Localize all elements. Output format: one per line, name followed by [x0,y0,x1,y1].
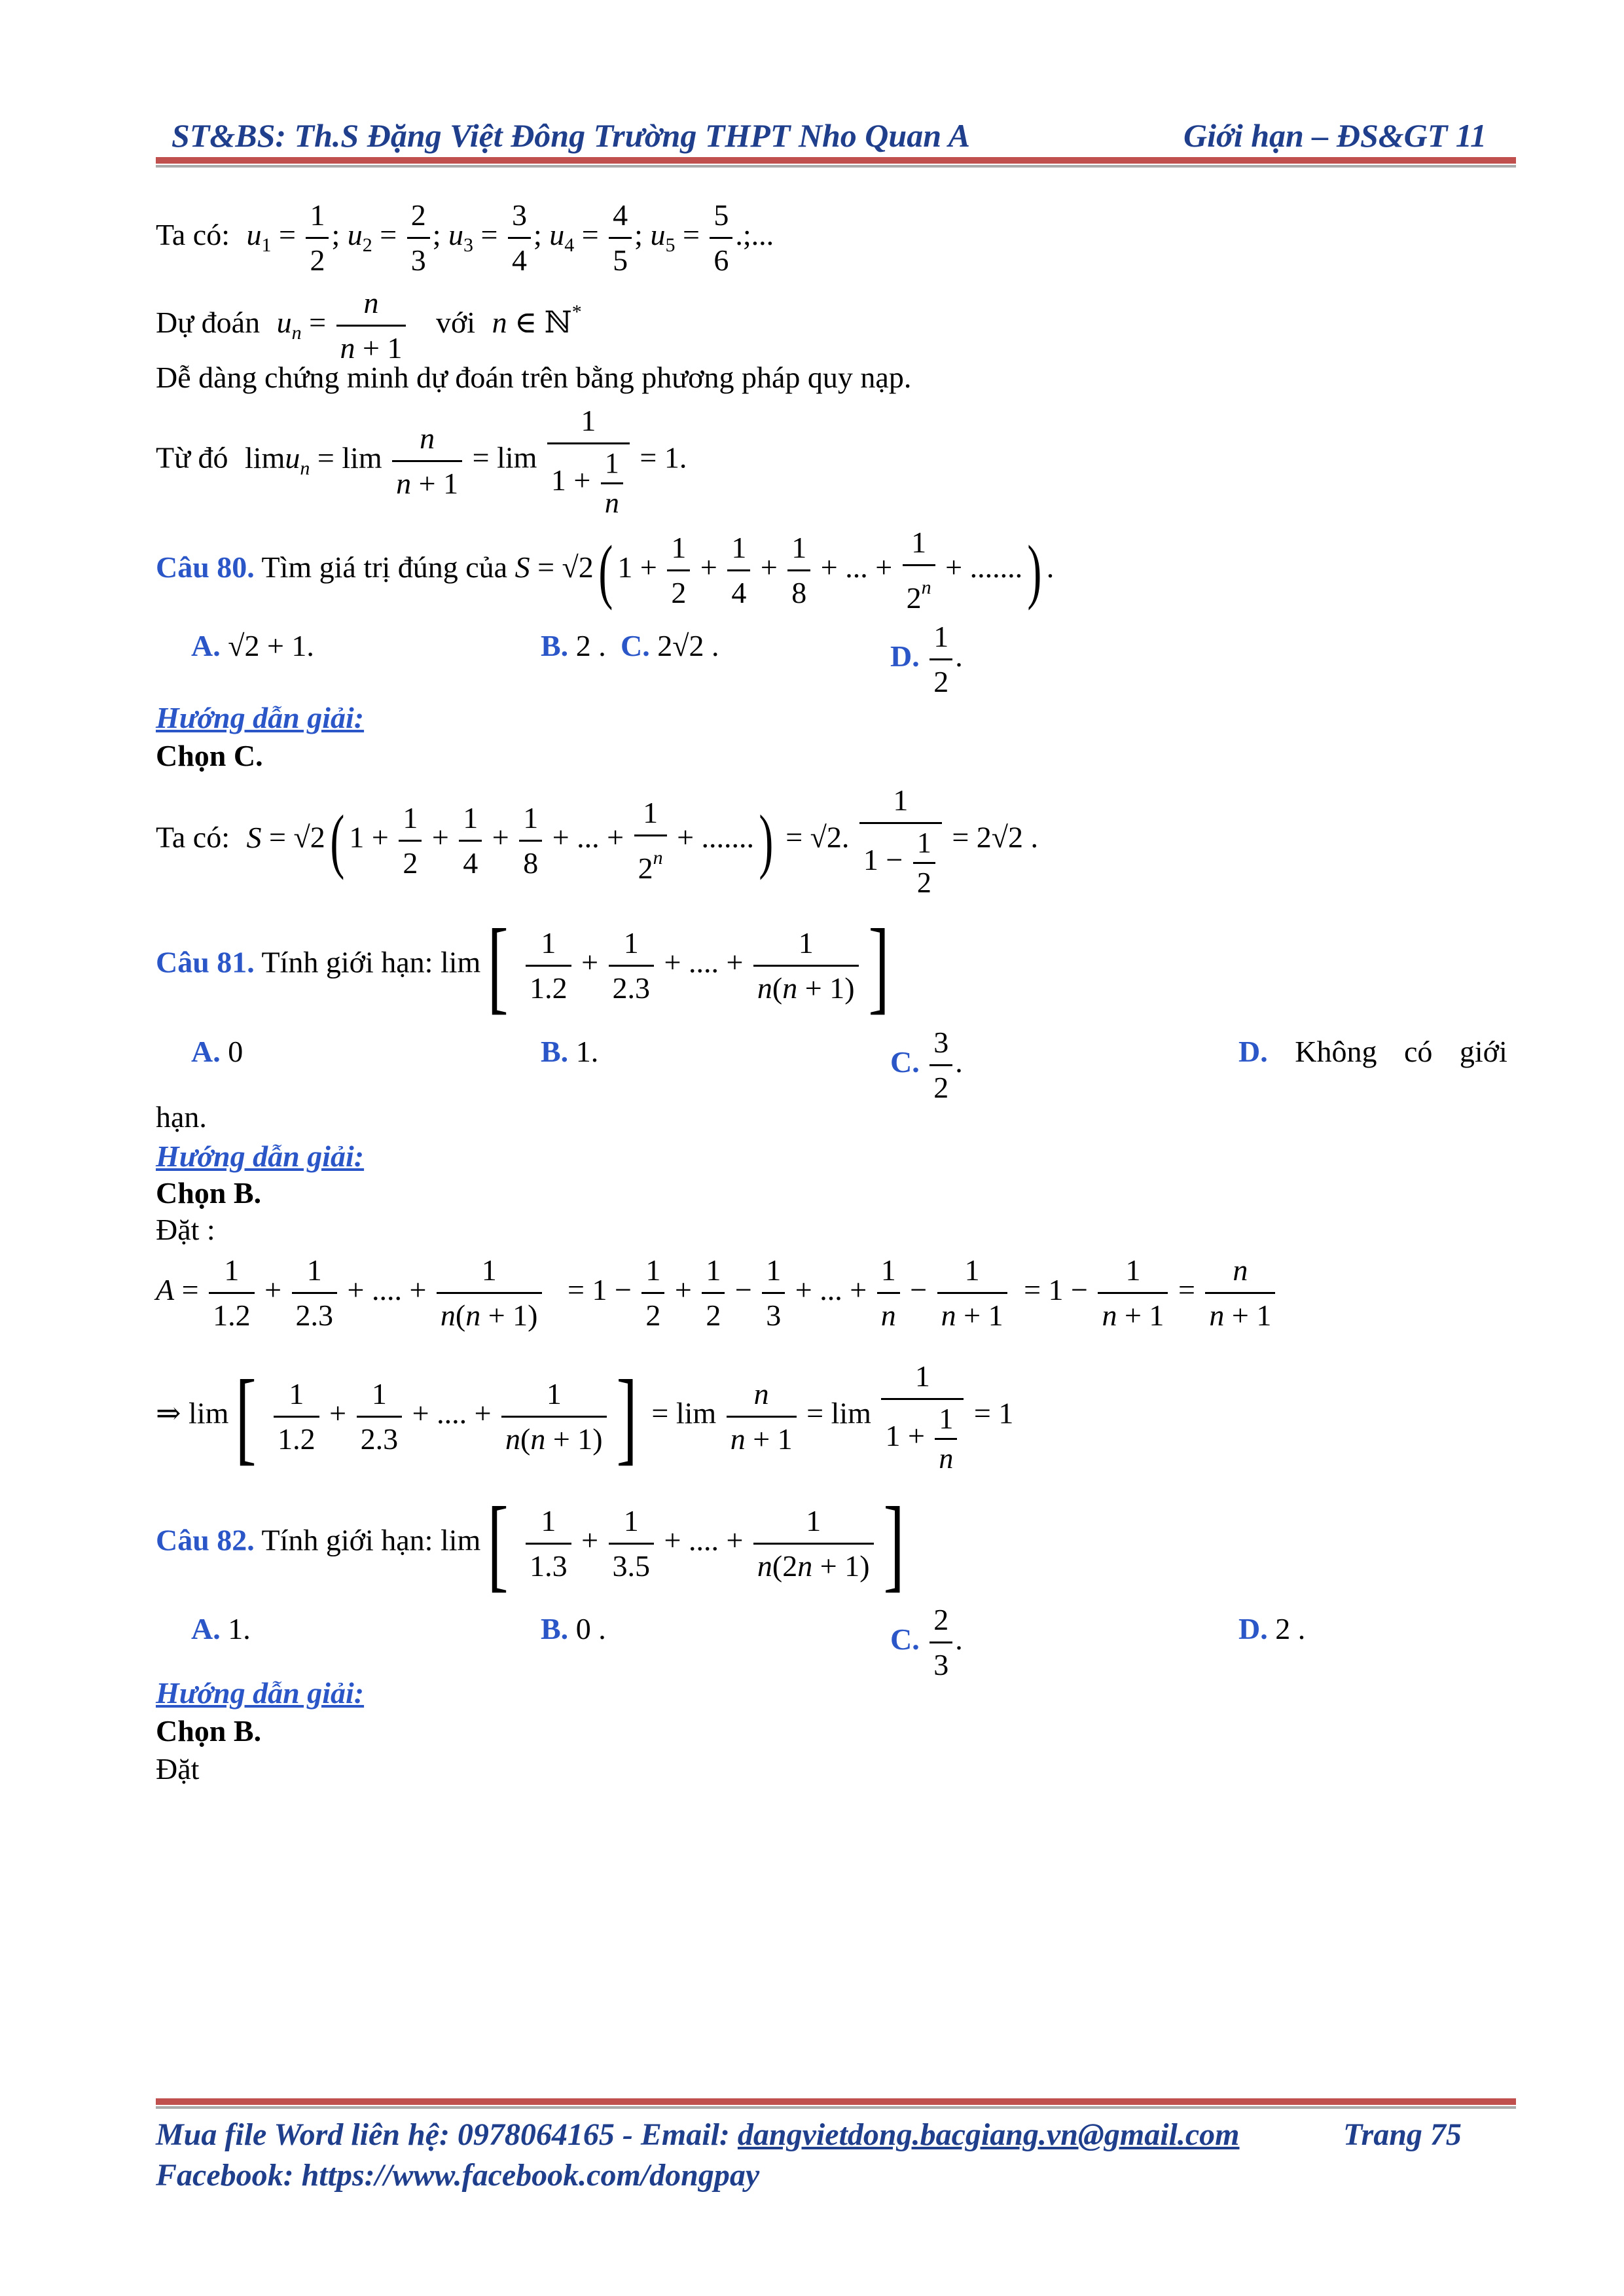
q81-dat: Đặt : [156,1213,215,1246]
q80-label: Câu 80. [156,550,255,584]
q82-option-a[interactable]: A. 1. [191,1612,251,1645]
q80-text: Tìm giá trị đúng của [261,550,508,584]
page-number: Trang 75 [1343,2117,1462,2152]
q81-option-c[interactable]: C. $\frac{3}{2}$ . [890,1021,963,1109]
q82-stem: Câu 82. Tính giới hạn: lim[ $\frac{1}{1.3}$ + $\frac{1}{3.5}$ + .... + $\frac{1}{n(2n + 1)}$ ] [156,1485,905,1602]
q80-guide: Hướng dẫn giải: [156,701,365,734]
q81-answer: Chọn B. [156,1176,262,1210]
q80-option-b[interactable]: B. 2 . [541,629,606,662]
q80-option-c[interactable]: C. 2√2 . [621,629,719,662]
q81-solution-line2: ⇒ lim[ $\frac{1}{1.2}$ + $\frac{1}{2.3}$ + .... + $\frac{1}{n(n + 1)}$ ] = lim $\frac{n}{n + 1}$ = lim 1 1 + $\frac{1}{n}$ = 1 [156,1355,1013,1478]
footer-facebook[interactable]: Facebook: https://www.facebook.com/dongpay [156,2158,760,2193]
footer-contact: Mua file Word liên hệ: 0978064165 - Email: dangvietdong.bacgiang.vn@gmail.com [156,2117,1240,2152]
header-rule-shadow [156,165,1516,168]
line-du-doan: Dự đoán $u_n$ = $\frac{n}{n + 1}$ với n ∈ ℕ* [156,281,582,370]
q82-text: Tính giới hạn: [261,1523,433,1557]
tu-do-label: Từ đó [156,440,228,475]
q82-answer: Chọn B. [156,1714,262,1748]
voi-label: với [435,306,476,340]
du-doan-label: Dự đoán [156,306,261,340]
footer-rule-shadow [156,2106,1516,2109]
q80-option-d[interactable]: D. $\frac{1}{2}$ . [890,615,963,704]
q82-guide: Hướng dẫn giải: [156,1676,365,1710]
footer-email-link[interactable]: dangvietdong.bacgiang.vn@gmail.com [737,2117,1240,2152]
header-left: ST&BS: Th.S Đặng Việt Đông Trường THPT Nho Quan A [171,117,970,154]
q82-option-b[interactable]: B. 0 . [541,1612,606,1645]
q82-option-d[interactable]: D. 2 . [1238,1612,1306,1645]
q81-option-b[interactable]: B. 1. [541,1035,599,1068]
q81-stem: Câu 81. Tính giới hạn: lim[ $\frac{1}{1.2}$ + $\frac{1}{2.3}$ + .... + $\frac{1}{n(n + 1)}$ ] [156,907,890,1024]
q81-option-d-cont: hạn. [156,1100,207,1134]
q81-label: Câu 81. [156,945,255,979]
line-ta-co-sequence: Ta có: $u_1$ = $\frac{1}{2}$ ; $u_2$ = $\frac{2}{3}$ ; $u_3$ = $\frac{3}{4}$ ; $u_4$ = $\frac{4}{5}$ ; $u_5$ = $\frac{5}{6}$ .;... [156,194,774,282]
prove-text: Dễ dàng chứng minh dự đoán trên bằng phương pháp quy nạp. [156,361,912,394]
q82-option-c[interactable]: C. $\frac{2}{3}$ . [890,1598,963,1687]
footer-rule [156,2098,1516,2105]
q81-guide: Hướng dẫn giải: [156,1139,365,1173]
q82-dat: Đặt [156,1752,200,1785]
q81-solution-line1: A = $\frac{1}{1.2}$ + $\frac{1}{2.3}$ + .... + $\frac{1}{n(n + 1)}$ = 1 − $\frac{1}{2}$ + $\frac{1}{2}$ − $\frac{1}{3}$ + ... + $\frac{1}{n}$ − $\frac{1}{n + 1}$ = 1 − $\frac{1}{n + 1}$ = $\frac{n}{n + 1}$ [156,1249,1278,1337]
q82-label: Câu 82. [156,1523,255,1557]
header-rule [156,157,1516,164]
ta-co-label: Ta có: [156,218,230,252]
q80-answer: Chọn C. [156,739,263,772]
q80-solution: Ta có: S = √2( 1 + $\frac{1}{2}$ + $\frac{1}{4}$ + $\frac{1}{8}$ + ... + $\frac{1}{2^n}$ + .......) = √2. 1 1 − $\frac{1}{2}$ = 2√2 . [156,779,1038,902]
q81-option-a[interactable]: A. 0 [191,1035,244,1068]
q80-option-a[interactable]: A. √2 + 1. [191,629,314,662]
line-tu-do: Từ đó limu$_n$ = lim $\frac{n}{n + 1}$ = lim 1 1 + $\frac{1}{n}$ = 1. [156,399,687,522]
q81-option-d[interactable]: D. Không có giới [1238,1035,1507,1068]
q80-stem: Câu 80. Tìm giá trị đúng của S = √2( 1 + $\frac{1}{2}$ + $\frac{1}{4}$ + $\frac{1}{8}$ + ... + $\frac{1}{2^n}$ + .......) . [156,521,1054,620]
header-right: Giới hạn – ĐS&GT 11 [1183,117,1487,154]
q81-text: Tính giới hạn: [261,945,433,979]
